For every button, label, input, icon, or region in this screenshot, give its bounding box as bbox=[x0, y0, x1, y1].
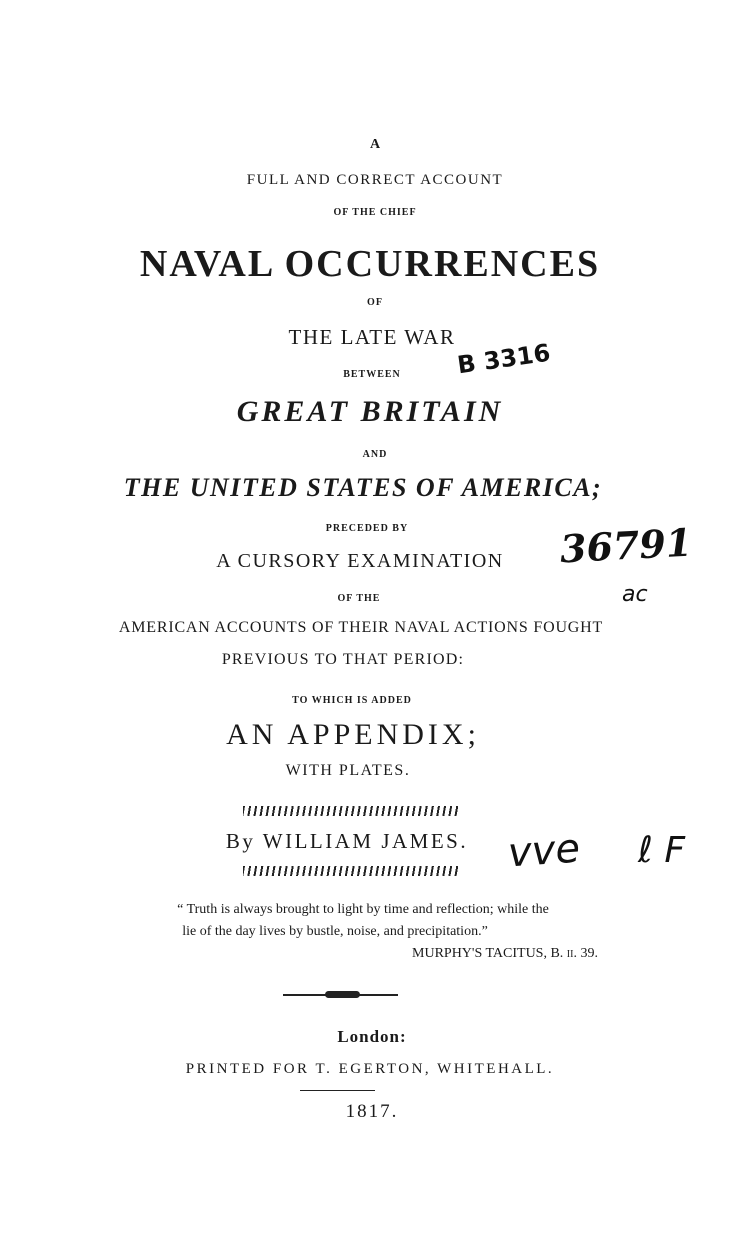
line-great-britain: GREAT BRITAIN bbox=[236, 395, 504, 428]
tapered-rule-center bbox=[325, 991, 360, 998]
line-previous-period: PREVIOUS TO THAT PERIOD: bbox=[221, 651, 465, 668]
line-to-which-is-added: TO WHICH IS ADDED bbox=[292, 695, 412, 706]
line-of: OF bbox=[367, 297, 383, 308]
line-full-account: FULL AND CORRECT ACCOUNT bbox=[246, 172, 504, 188]
year: 1817. bbox=[345, 1101, 399, 1122]
line-between: BETWEEN bbox=[343, 369, 401, 380]
et-f-annotation: ℓ F bbox=[638, 830, 686, 871]
vve-annotation: vve bbox=[506, 825, 582, 877]
line-of-the: OF THE bbox=[337, 593, 381, 604]
shelfmark-annotation: B 3316 bbox=[455, 338, 552, 380]
line-cursory-examination: A CURSORY EXAMINATION bbox=[216, 550, 504, 572]
ac-annotation: ac bbox=[622, 582, 648, 607]
author-line: By WILLIAM JAMES. bbox=[225, 829, 469, 853]
line-naval-occurrences: NAVAL OCCURRENCES bbox=[139, 243, 601, 285]
line-preceded-by: PRECEDED BY bbox=[325, 523, 409, 534]
line-with-plates: WITH PLATES. bbox=[285, 762, 411, 779]
line-american-accounts: AMERICAN ACCOUNTS OF THEIR NAVAL ACTIONS FOUGHT bbox=[118, 619, 604, 636]
line-united-states: THE UNITED STATES OF AMERICA; bbox=[123, 473, 603, 502]
line-and: AND bbox=[362, 449, 388, 460]
accession-number: 36791 bbox=[558, 519, 694, 572]
ornament-rule-top bbox=[243, 806, 458, 816]
line-appendix: AN APPENDIX; bbox=[226, 718, 480, 751]
line-late-war: THE LATE WAR bbox=[288, 325, 456, 349]
quote-line-2: lie of the day lives by bustle, noise, and precipitation.” bbox=[182, 924, 488, 939]
place-london: London: bbox=[337, 1027, 407, 1046]
article-a: A bbox=[369, 137, 381, 152]
quote-line-1: “ Truth is always brought to light by time and reflection; while the bbox=[177, 902, 549, 917]
line-of-the-chief: OF THE CHIEF bbox=[333, 207, 417, 218]
printer-line: PRINTED FOR T. EGERTON, WHITEHALL. bbox=[185, 1061, 555, 1077]
quote-source: MURPHY'S TACITUS, B. ii. 39. bbox=[412, 946, 598, 961]
year-rule bbox=[300, 1090, 375, 1091]
ornament-rule-bottom bbox=[243, 866, 458, 876]
